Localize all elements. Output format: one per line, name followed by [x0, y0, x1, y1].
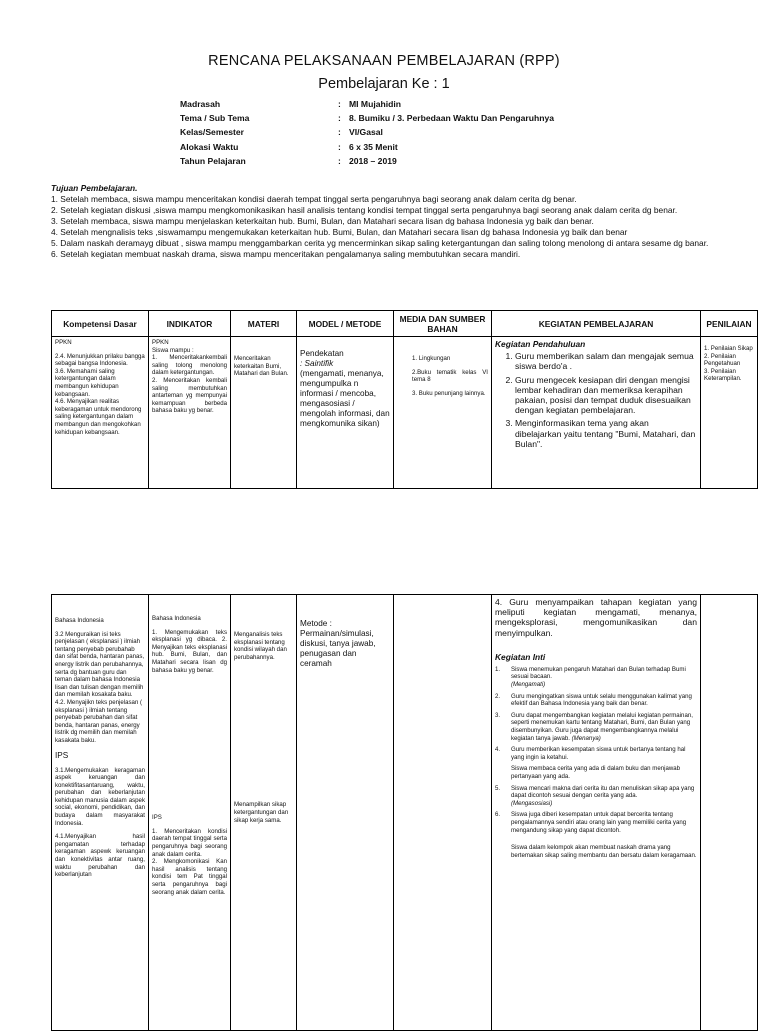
model-cell — [297, 595, 394, 1031]
rpp-table-continued — [51, 594, 758, 1031]
kd-item: 3.2 Menguraikan isi teks penjelasan ( eksplanasi ) ilmiah tentang penyebab perubahab dan sifat benda, hantaran panas, energy listrik dan perubahannya, serta dg bantuan guru dan teman dalam bahasa Indonesia lisan dan tulisan dengan memilih dan memilah kosakata baku. — [55, 630, 145, 699]
materi-text: Menganalisis teks eksplanasi tentang kondisi wilayah dan perubahannya. — [234, 631, 287, 661]
inti-text: Siswa dalam kelompok akan membuat naskah drama yang bertemakan sikap saling membantu dan bersatu dalam keragamaan. — [511, 844, 697, 859]
learning-objectives — [51, 183, 719, 260]
kegiatan-item: 1. Guru memberikan salam dan mengajak semua siswa berdo'a . — [515, 351, 697, 371]
penilaian-item: 2. Penilaian Pengetahuan — [704, 352, 741, 368]
media-cell — [394, 595, 492, 1031]
model-line: Pendekatan — [300, 349, 344, 358]
media-item: 3. Buku penunjang lainnya. — [412, 389, 486, 397]
inti-num — [495, 765, 511, 780]
model-line: : Saintifik — [300, 359, 334, 368]
ind-item: 1. Menceritakankembali saling tolong menolong dalam ketergantungan. — [152, 354, 227, 377]
inti-text: Siswa membaca cerita yang ada di dalam buku dan menjawab pertanyaan yang ada. — [511, 765, 681, 780]
kegiatan-inti-title: Kegiatan Inti — [495, 651, 546, 662]
info-colon: : — [338, 99, 341, 109]
header-materi: MATERI — [231, 311, 297, 337]
inti-num: 1. — [495, 665, 501, 673]
inti-item — [495, 693, 697, 708]
identity-block — [180, 97, 554, 168]
objective-item: 5. Dalam naskah deramayg dibuat , siswa mampu menggambarkan cerita yg mencerminkan sikap saling ketergantungan dan saling tolong menolong di antara sesame dg banar. — [51, 238, 709, 248]
penilaian-item: 3. Penilaian Keterampilan. — [704, 367, 742, 383]
info-colon: : — [338, 127, 341, 138]
inti-note: (Menanya) — [571, 734, 601, 742]
info-row — [180, 97, 554, 111]
info-key: Kelas/Semester — [180, 127, 245, 138]
info-value: MI Mujahidin — [349, 99, 402, 109]
model-cell — [297, 337, 394, 489]
inti-note: (Mengasosiasi) — [511, 799, 553, 807]
header-kompetensi: Kompetensi Dasar — [52, 311, 149, 337]
inti-text: Guru dapat mengembangkan kegiatan melalui kegiatan permainan, seperti menemukan kartu tentang Matahari, Bumi, dan Bulan yang disembunyikan. Guru juga dapat mengembangkannya melalui kegiatan tanya jawab. — [511, 711, 693, 742]
header-kegiatan: KEGIATAN PEMBELAJARAN — [492, 311, 701, 337]
materi-text: Menceritakan keterkaitan Bumi, Matahari dan Bulan. — [234, 355, 289, 378]
ind-item: 1. Menceritakan kondisi daerah tempat tinggal serta pengaruhnya bagi seorang anak dalam cerita. — [152, 827, 227, 858]
ind-item: 2. Menceritakan kembali saling membutuhkan antarteman yg mempunyai kemampuan berbeda bahasa baku yg benar. — [152, 376, 227, 415]
penilaian-cell — [701, 595, 758, 1031]
kegiatan-pendahuluan-title: Kegiatan Pendahuluan — [495, 339, 586, 349]
objective-item: 2. Setelah kegiatan diskusi ,siswa mampu mengkomonikasikan hasil analisis tentang kondisi tempat tinggal serta pengaruhnya bagi seorang anak dalam cerita dg benar. — [51, 205, 678, 215]
table-header-row — [52, 311, 758, 337]
info-value: VI/Gasal — [349, 127, 383, 138]
inti-num: 3. — [495, 711, 501, 719]
header-indikator: INDIKATOR — [149, 311, 231, 337]
objective-item: 1. Setelah membaca, siswa mampu menceritakan kondisi daerah tempat tinggal serta pengaruhnya bagi seorang anak dalam cerita dg benar. — [51, 194, 577, 204]
kegiatan-inti-list — [495, 666, 697, 859]
info-colon: : — [338, 141, 341, 152]
info-row — [180, 140, 554, 154]
penilaian-item: 1. Penilaian Sikap — [704, 345, 753, 352]
table-row — [52, 595, 758, 1031]
inti-num — [495, 844, 511, 859]
kegiatan-item: 3. Menginformasikan tema yang akan dibelajarkan yaitu tentang "Bumi, Matahari, dan Bulan". — [515, 418, 697, 449]
model-line: (mengamati, menanya, mengumpulka n informasi / mencoba, mengasosiasi / mengolah informasi, dan mengkomunika sikan) — [300, 369, 390, 428]
kd-cell — [52, 337, 149, 489]
materi-text: Menampilkan sikap ketergantungan dan sikap kerja sama. — [234, 801, 289, 824]
kegiatan-cell — [492, 595, 701, 1031]
penilaian-cell — [701, 337, 758, 489]
inti-text: Guru mengingatkan siswa untuk selalu menggunakan kalimat yang efektif dan Bahasa Indonesia yang baik dan benar. — [511, 692, 692, 708]
kd-item: 4.6. Menyajikan realitas keberagaman untuk mendorong saling ketergantungan dalam membangun dan mengokohkan kehidupan kebangsaan. — [55, 398, 142, 436]
inti-num: 2. — [495, 692, 501, 700]
table-row — [52, 337, 758, 489]
inti-text: Siswa juga diberi kesempatan untuk dapat bercerita tentang pengalamannya sendiri atau orang lain yang memiliki cerita yang mengandung sikap yang dapat dicontoh. — [511, 811, 687, 834]
kd-subject: PPKN — [55, 339, 72, 346]
inti-note: (Mengamati) — [511, 681, 546, 688]
kd-item: 3.6. Memahami saling ketergantungan dalam membangun kehidupan kebangsaan. — [55, 367, 119, 398]
kd-item: 3.1.Mengemukakan keragaman aspek keruangan dan konektifitasantaruang, waktu, perubahan dan keberlanjutan kehidupan manusia dalam aspek social, ekonomi, pendidikan, dan budaya dalam masyarakat Indonesia. — [55, 766, 145, 827]
kd-item: 4.1.Menyajikan hasil pengamatan terhadap keragaman aspewk keruangan dan konektivitas antar ruang, waktu perubahan dan keberlanjutan — [55, 833, 145, 879]
kd-item: 2.4. Menunjukkan prilaku bangga sebagai bangsa Indonesia. — [55, 352, 145, 368]
materi-cell — [231, 337, 297, 489]
info-row — [180, 125, 554, 139]
kd-cell — [52, 595, 149, 1031]
kd-item: 4.2. Menyajikn teks penjelasan ( eksplanasi ) ilmiah tentang penyebab perubahan dan sifat benda, hantaran panas, energy listrik dg memilih dan memilah kasakata baku. — [55, 698, 143, 744]
inti-item — [495, 712, 697, 742]
info-key: Madrasah — [180, 99, 221, 109]
objective-item: 4. Setelah mengnalisis teks ,siswamampu mengemukakan keterkaitan hub. Bumi, Bulan, dan Matahari secara lisan dg bahasa Indonesia yg baik dan benar — [51, 227, 628, 237]
info-colon: : — [338, 113, 341, 124]
ind-item: 2. Mengkomonikasi Kan hasil analisis tentang kondisi tem Pat tinggal serta pengaruhnya bagi seorang anak dalam cerita. — [152, 858, 227, 896]
header-media: MEDIA DAN SUMBER BAHAN — [394, 311, 492, 337]
kd-subject: IPS — [55, 750, 69, 760]
inti-num: 6. — [495, 811, 501, 819]
media-item: 1. Lingkungan — [412, 355, 451, 362]
objectives-heading: Tujuan Pembelajaran. — [51, 183, 138, 193]
objective-item: 6. Setelah kegiatan membuat naskah drama, siswa mampu menceritakan pengalamanya saling membutuhkan secara mandiri. — [51, 249, 521, 259]
inti-num: 5. — [495, 784, 501, 792]
ind-subject: Bahasa Indonesia — [152, 615, 201, 622]
inti-item — [495, 746, 697, 761]
media-item: 2.Buku tematik kelas VI tema 8 — [412, 368, 488, 384]
inti-item — [495, 844, 697, 859]
info-key: Tahun Pelajaran — [180, 155, 246, 166]
document-title: RENCANA PELAKSANAAN PEMBELAJARAN (RPP) — [208, 53, 560, 69]
metode-text: Permainan/simulasi, diskusi, tanya jawab, penugasan dan ceramah — [300, 629, 376, 668]
ind-item: Siswa mampu : — [152, 346, 194, 354]
objective-item: 3. Setelah membaca, siswa mampu menjelaskan keterkaitan hub. Bumi, Bulan, dan Matahari secara lisan dg bahasa Indonesia yg baik dan benar. — [51, 216, 594, 226]
document-subtitle: Pembelajaran Ke : 1 — [318, 76, 450, 92]
info-value: 2018 – 2019 — [349, 155, 397, 166]
info-colon: : — [338, 155, 341, 166]
ind-subject: PPKN — [152, 339, 169, 346]
kegiatan-cell — [492, 337, 701, 489]
info-value: 6 x 35 Menit — [349, 141, 398, 152]
inti-num: 4. — [495, 746, 501, 754]
inti-item — [495, 765, 697, 780]
indikator-cell — [149, 337, 231, 489]
ind-item: 1. Mengemukakan teks eksplanasi yg dibaca. 2. Menyajikan teks eksplanasi hub. Bumi, Bulan, dan Matahari secara lisan dg bahasa baku yg benar. — [152, 628, 227, 674]
indikator-cell — [149, 595, 231, 1031]
materi-cell — [231, 595, 297, 1031]
info-row — [180, 154, 554, 168]
inti-text: Siswa mencari makna dari cerita itu dan menuliskan sikap apa yang dapat dicontoh sesuai dengan cerita yang ada. — [511, 784, 695, 800]
inti-item — [495, 811, 697, 834]
kegiatan-list — [495, 351, 697, 449]
info-key: Alokasi Waktu — [180, 141, 239, 152]
info-key: Tema / Sub Tema — [180, 113, 250, 124]
rpp-table-top — [51, 310, 758, 489]
inti-text: Siswa menemukan pengaruh Matahari dan Bulan terhadap Bumi sesuai bacaan. — [511, 665, 686, 681]
kegiatan-item: 2. Guru mengecek kesiapan diri dengan mengisi lembar kehadiran dan memeriksa kerapihan pakaian, posisi dan tempat duduk disesuaikan dengan kegiatan pembelajaran. — [515, 375, 697, 416]
inti-item — [495, 666, 697, 689]
info-row — [180, 111, 554, 125]
header-penilaian: PENILAIAN — [701, 311, 758, 337]
kegiatan-item: 4. Guru menyampaikan tahapan kegiatan yang meliputi kegiatan mengamati, menanya, mengeksplorasi, mengomunikasikan dan menyimpulkan. — [495, 597, 697, 638]
inti-item — [495, 785, 697, 808]
metode-label: Metode : — [300, 619, 332, 628]
kd-subject: Bahasa Indonesia — [55, 617, 104, 624]
media-cell — [394, 337, 492, 489]
inti-text: Guru memberikan kesempatan siswa untuk bertanya tentang hal yang ingin ia ketahui. — [511, 746, 686, 761]
info-value: 8. Bumiku / 3. Perbedaan Waktu Dan Pengaruhnya — [349, 113, 555, 124]
header-model: MODEL / METODE — [297, 311, 394, 337]
ind-subject: IPS — [152, 814, 162, 822]
